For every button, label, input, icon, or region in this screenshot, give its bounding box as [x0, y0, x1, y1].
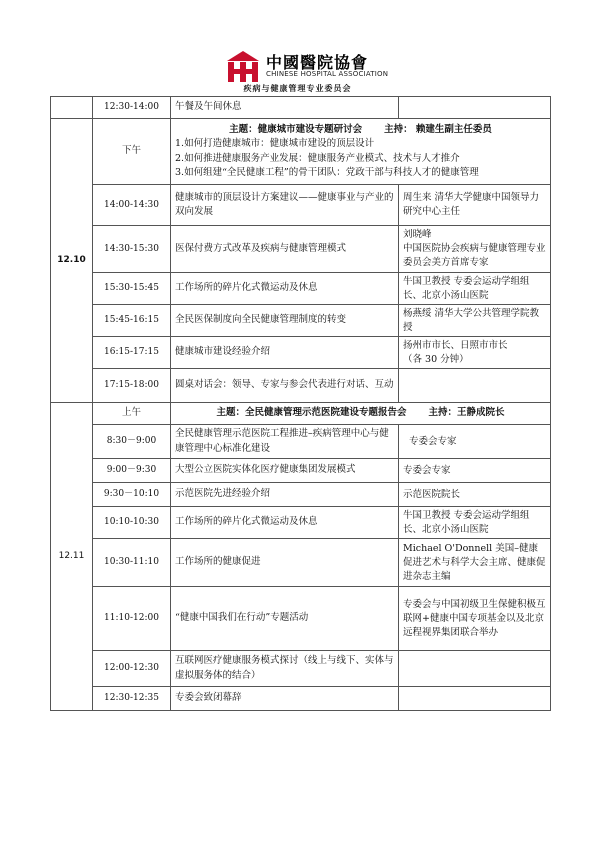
table-row: [51, 226, 551, 273]
table-row: [51, 97, 551, 119]
org-name-cn: 中國醫院協會: [266, 53, 369, 72]
table-row: [51, 119, 551, 185]
schedule-table: [50, 96, 551, 711]
topic-cell: 全民医保制度向全民健康管理制度的转变: [171, 305, 399, 337]
time-cell: 17:15-18:00: [93, 369, 171, 403]
table-row: [51, 539, 551, 587]
time-cell: 15:45-16:15: [93, 305, 171, 337]
time-cell: 12:00-12:30: [93, 651, 171, 687]
agenda-items: [175, 137, 546, 181]
date-cell: [51, 97, 93, 119]
theme-heading: [175, 406, 546, 421]
speaker-cell: 专委会与中国初级卫生保健积极互联网+健康中国专项基金以及北京远程视界集团联合举办: [399, 587, 551, 651]
time-cell: 14:30-15:30: [93, 226, 171, 273]
theme-host: 主持： 赖建生副主任委员: [384, 123, 492, 135]
speaker-cell: [399, 687, 551, 711]
table-row: [51, 587, 551, 651]
time-cell: 10:10-10:30: [93, 507, 171, 539]
topic-cell: 健康城市建设经验介绍: [171, 337, 399, 369]
time-cell: 12:30-12:35: [93, 687, 171, 711]
speaker-cell: 牛国卫教授 专委会运动学组组长、北京小汤山医院: [399, 273, 551, 305]
list-item: 1.如何打造健康城市：健康城市建设的顶层设计: [175, 138, 375, 149]
table-row: [51, 403, 551, 425]
speaker-cell: Michael O'Donnell 美国–健康促进艺术与科学大会主席、健康促进杂志主编: [399, 539, 551, 587]
theme-host: 主持：王静成院长: [428, 407, 505, 419]
theme-title: 主题：全民健康管理示范医院建设专题报告会: [216, 407, 407, 419]
topic-cell: 互联网医疗健康服务模式探讨（线上与线下、实体与虚拟服务体的结合）: [171, 651, 399, 687]
speaker-cell: 扬州市市长、日照市市长 （各 30 分钟）: [399, 337, 551, 369]
list-item: 2.如何推进健康服务产业发展：健康服务产业模式、技术与人才推介: [175, 152, 460, 164]
topic-cell: 工作场所的健康促进: [171, 539, 399, 587]
session-cell: 下午: [93, 119, 171, 185]
table-row: [51, 459, 551, 483]
theme-cell: [171, 119, 551, 185]
list-item: 3.如何组建“全民健康工程”的骨干团队：党政干部与科技人才的健康管理: [175, 167, 479, 178]
theme-cell: [171, 403, 551, 425]
topic-cell: 全民健康管理示范医院工程推进–疾病管理中心与健康管理中心标准化建设: [171, 425, 399, 459]
speaker-cell: 专委会专家: [399, 425, 551, 459]
session-cell: 上午: [93, 403, 171, 425]
topic-cell: 医保付费方式改革及疾病与健康管理模式: [171, 226, 399, 273]
time-cell: 12:30-14:00: [93, 97, 171, 119]
topic-cell: “健康中国我们在行动”专题活动: [171, 587, 399, 651]
time-cell: 14:00-14:30: [93, 185, 171, 226]
org-name-en: CHINESE HOSPITAL ASSOCIATION: [266, 70, 389, 78]
speaker-cell: 示范医院院长: [399, 483, 551, 507]
topic-cell: 示范医院先进经验介绍: [171, 483, 399, 507]
speaker-cell: 牛国卫教授 专委会运动学组组长、北京小汤山医院: [399, 507, 551, 539]
time-cell: 10:30-11:10: [93, 539, 171, 587]
table-row: [51, 507, 551, 539]
table-row: [51, 305, 551, 337]
date-cell: 12.11: [51, 403, 93, 711]
topic-cell: 专委会致闭幕辞: [171, 687, 399, 711]
committee-name: 疾病与健康管理专业委员会: [243, 83, 352, 93]
date-cell: 12.10: [51, 119, 93, 403]
table-row: [51, 273, 551, 305]
speaker-cell: 周生来 清华大学健康中国领导力研究中心主任: [399, 185, 551, 226]
time-cell: 15:30-15:45: [93, 273, 171, 305]
table-row: [51, 369, 551, 403]
speaker-cell: [399, 651, 551, 687]
time-cell: 9:00－9:30: [93, 459, 171, 483]
theme-title: 主题：健康城市建设专题研讨会: [229, 123, 363, 135]
table-row: [51, 185, 551, 226]
topic-cell: 工作场所的碎片化式微运动及休息: [171, 507, 399, 539]
speaker-cell: [399, 369, 551, 403]
time-cell: 9:30－10:10: [93, 483, 171, 507]
topic-cell: 健康城市的顶层设计方案建议——健康事业与产业的双向发展: [171, 185, 399, 226]
time-cell: 16:15-17:15: [93, 337, 171, 369]
speaker-cell: 杨燕绥 清华大学公共管理学院教授: [399, 305, 551, 337]
topic-cell: 午餐及午间休息: [171, 97, 399, 119]
hospital-association-logo-icon: [226, 50, 260, 84]
topic-cell: 大型公立医院实体化医疗健康集团发展模式: [171, 459, 399, 483]
theme-heading: [175, 123, 546, 138]
table-row: [51, 651, 551, 687]
speaker-cell: 专委会专家: [399, 459, 551, 483]
speaker-cell: [399, 97, 551, 119]
time-cell: 11:10-12:00: [93, 587, 171, 651]
topic-cell: 工作场所的碎片化式微运动及休息: [171, 273, 399, 305]
topic-cell: 圆桌对话会：领导、专家与参会代表进行对话、互动: [171, 369, 399, 403]
table-row: [51, 687, 551, 711]
speaker-cell: 刘晓峰 中国医院协会疾病与健康管理专业委员会美方首席专家: [399, 226, 551, 273]
table-row: [51, 483, 551, 507]
table-row: [51, 337, 551, 369]
time-cell: 8:30－9:00: [93, 425, 171, 459]
letterhead: [0, 44, 595, 96]
table-row: [51, 425, 551, 459]
